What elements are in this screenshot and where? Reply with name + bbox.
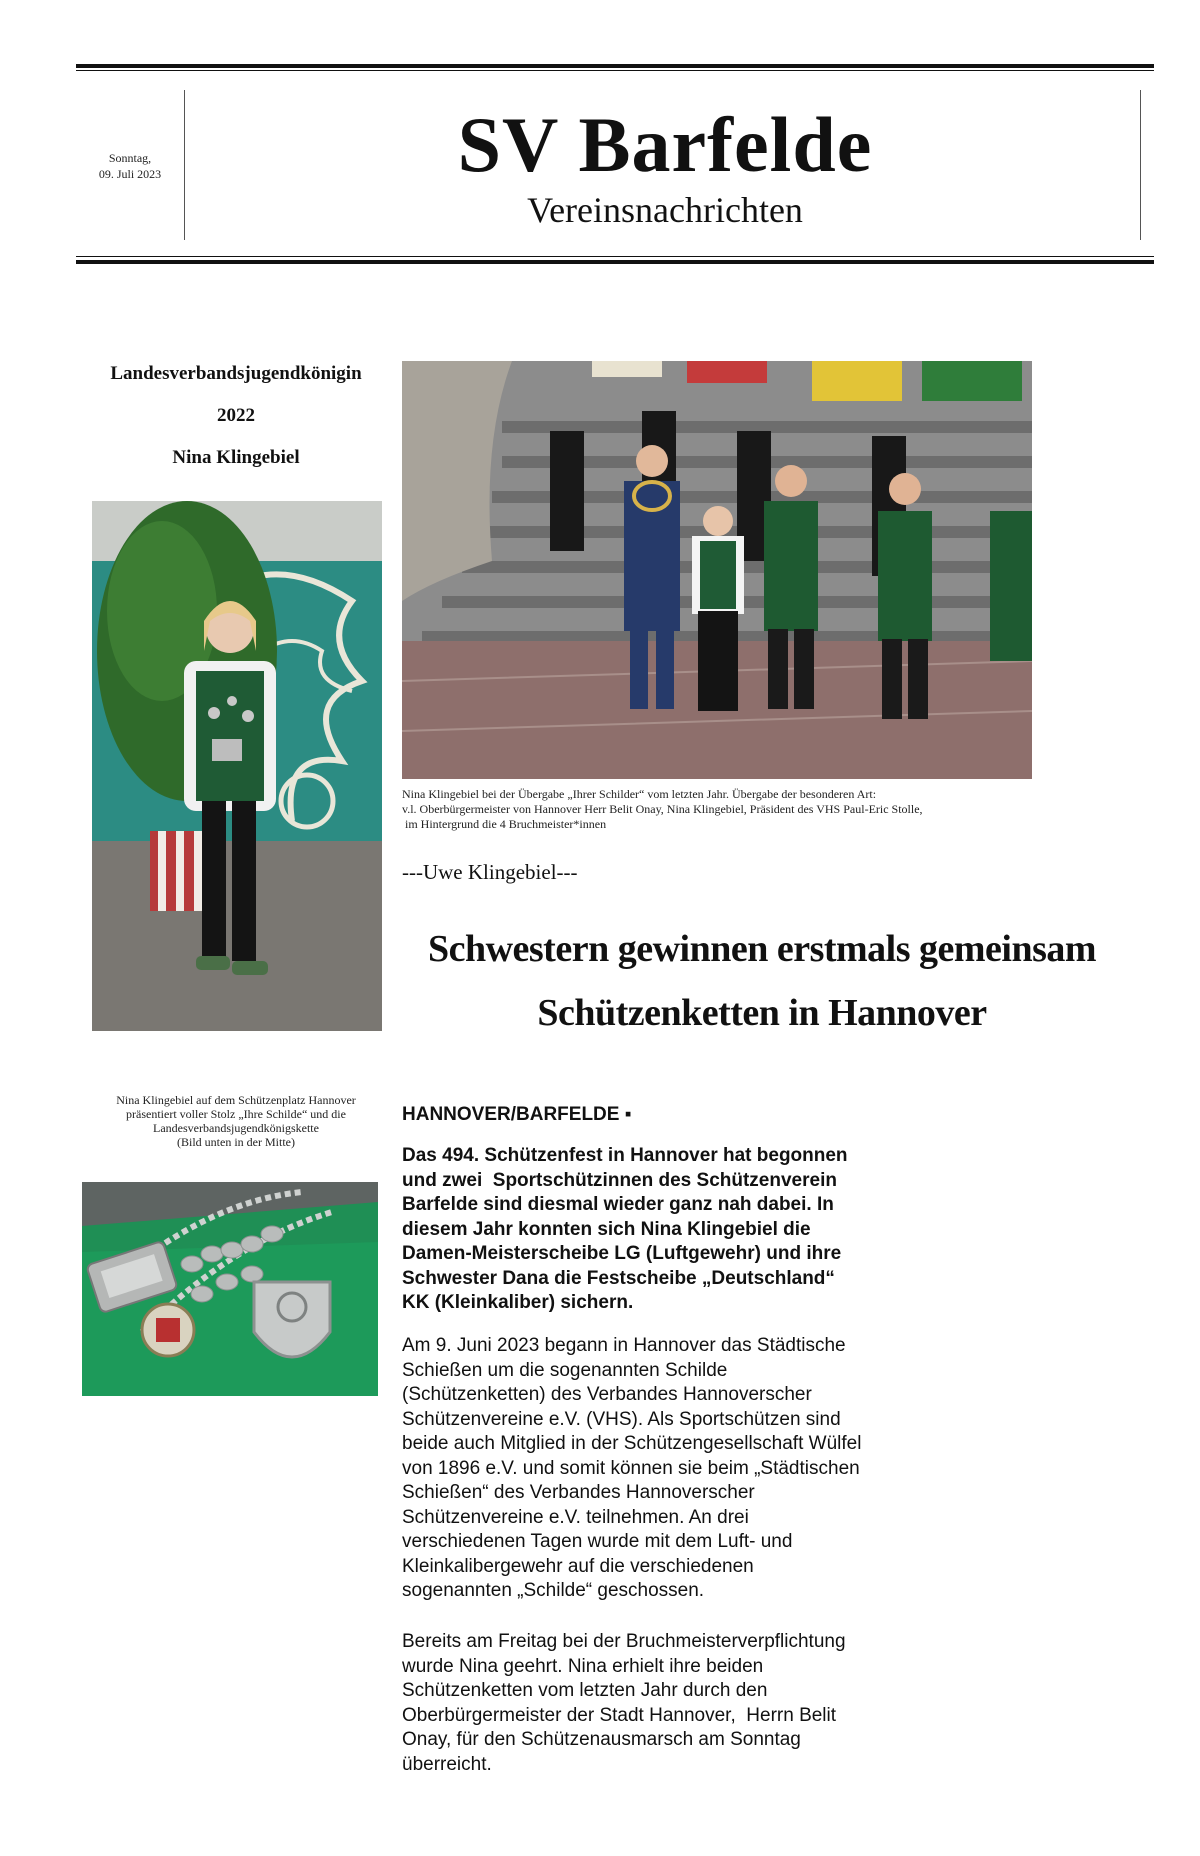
sidebar-heading-year: 2022 <box>217 405 255 426</box>
lead-line: Schwester Dana die Festscheibe „Deutschland“ <box>402 1267 835 1289</box>
masthead-top-rule-thin <box>76 70 1154 71</box>
article-lead <box>402 1144 922 1316</box>
body-line: überreicht. <box>402 1753 492 1775</box>
photo-handover-caption <box>402 787 1122 832</box>
sidebar-heading-title: Landesverbandsjugendkönigin <box>110 363 362 384</box>
photo-handover-ceremony <box>402 361 1032 779</box>
article-headline-line2: Schützenketten in Hannover <box>537 992 987 1034</box>
lead-line: Damen-Meisterscheibe LG (Luftgewehr) und ihre <box>402 1243 842 1264</box>
body-line: Am 9. Juni 2023 begann in Hannover das Städtische <box>402 1335 846 1356</box>
caption-line: im Hintergrund die 4 Bruchmeister*innen <box>402 817 607 831</box>
body-line: Schützenvereine e.V. (VHS). Als Sportschützen sind <box>402 1408 841 1430</box>
sidebar-heading-name: Nina Klingebiel <box>172 447 300 468</box>
body-line: Kleinkalibergewehr auf die verschiedenen <box>402 1555 754 1577</box>
body-line: von 1896 e.V. und somit können sie beim „Städtischen <box>402 1457 860 1479</box>
article-paragraph-2 <box>402 1630 932 1777</box>
newspaper-title: SV Barfelde <box>457 101 873 188</box>
article-dateline: HANNOVER/BARFELDE ▪ <box>402 1104 632 1125</box>
body-line: Schützenvereine e.V. teilnehmen. An drei <box>402 1506 749 1528</box>
photo-shooting-chains <box>82 1182 378 1396</box>
article-byline: ---Uwe Klingebiel--- <box>402 860 578 884</box>
masthead-bottom-rule <box>76 260 1154 264</box>
lead-line: diesem Jahr konnten sich Nina Klingebiel die <box>402 1218 811 1240</box>
newspaper-subtitle: Vereinsnachrichten <box>527 190 803 230</box>
lead-line: Das 494. Schützenfest in Hannover hat begonnen <box>402 1145 848 1166</box>
lead-line: KK (Kleinkaliber) sichern. <box>402 1292 634 1313</box>
article-paragraph-1 <box>402 1334 932 1604</box>
body-line: wurde Nina geehrt. Nina erhielt ihre beiden <box>402 1655 764 1677</box>
caption-line: Landesverbandsjugendkönigskette <box>153 1121 319 1135</box>
issue-date <box>80 150 180 182</box>
body-line: verschiedenen Tagen wurde mit dem Luft- und <box>402 1531 793 1552</box>
masthead-top-rule <box>76 64 1154 68</box>
lead-line: Barfelde sind diesmal wieder ganz nah dabei. In <box>402 1194 834 1215</box>
body-line: Onay, für den Schützenausmarsch am Sonntag <box>402 1729 801 1750</box>
masthead-divider-left <box>184 90 185 240</box>
lead-line: und zwei Sportschützinnen des Schützenverein <box>402 1169 837 1191</box>
issue-date-weekday: Sonntag, <box>108 151 152 165</box>
issue-date-day: 09. Juli 2023 <box>98 167 162 181</box>
photo-chains-caption <box>80 1093 392 1149</box>
article-headline: Schwestern gewinnen erstmals gemeinsam <box>427 928 1097 970</box>
masthead-divider-right <box>1140 90 1141 240</box>
body-line: Schießen“ des Verbandes Hannoverscher <box>402 1482 755 1503</box>
body-line: Schießen um die sogenannten Schilde <box>402 1359 728 1381</box>
body-line: Schützenketten vom letzten Jahr durch den <box>402 1680 768 1701</box>
body-line: beide auch Mitglied in der Schützengesellschaft Wülfel <box>402 1433 862 1454</box>
caption-line: v.l. Oberbürgermeister von Hannover Herr Belit Onay, Nina Klingebiel, Präsident des VHS Paul-Eric Stolle, <box>402 802 923 816</box>
caption-line: Nina Klingebiel bei der Übergabe „Ihrer Schilder“ vom letzten Jahr. Übergabe der besonderen Art: <box>402 787 877 801</box>
body-line: (Schützenketten) des Verbandes Hannoverscher <box>402 1384 812 1405</box>
caption-line: (Bild unten in der Mitte) <box>177 1135 295 1149</box>
body-line: sogenannten „Schilde“ geschossen. <box>402 1580 705 1601</box>
caption-line: Nina Klingebiel auf dem Schützenplatz Hannover <box>116 1093 356 1107</box>
photo-nina-portrait <box>92 501 382 1031</box>
body-line: Bereits am Freitag bei der Bruchmeisterverpflichtung <box>402 1631 846 1652</box>
body-line: Oberbürgermeister der Stadt Hannover, Herrn Belit <box>402 1704 837 1726</box>
caption-line: präsentiert voller Stolz „Ihre Schilde“ und die <box>126 1107 346 1121</box>
masthead-bottom-rule-thin <box>76 256 1154 257</box>
